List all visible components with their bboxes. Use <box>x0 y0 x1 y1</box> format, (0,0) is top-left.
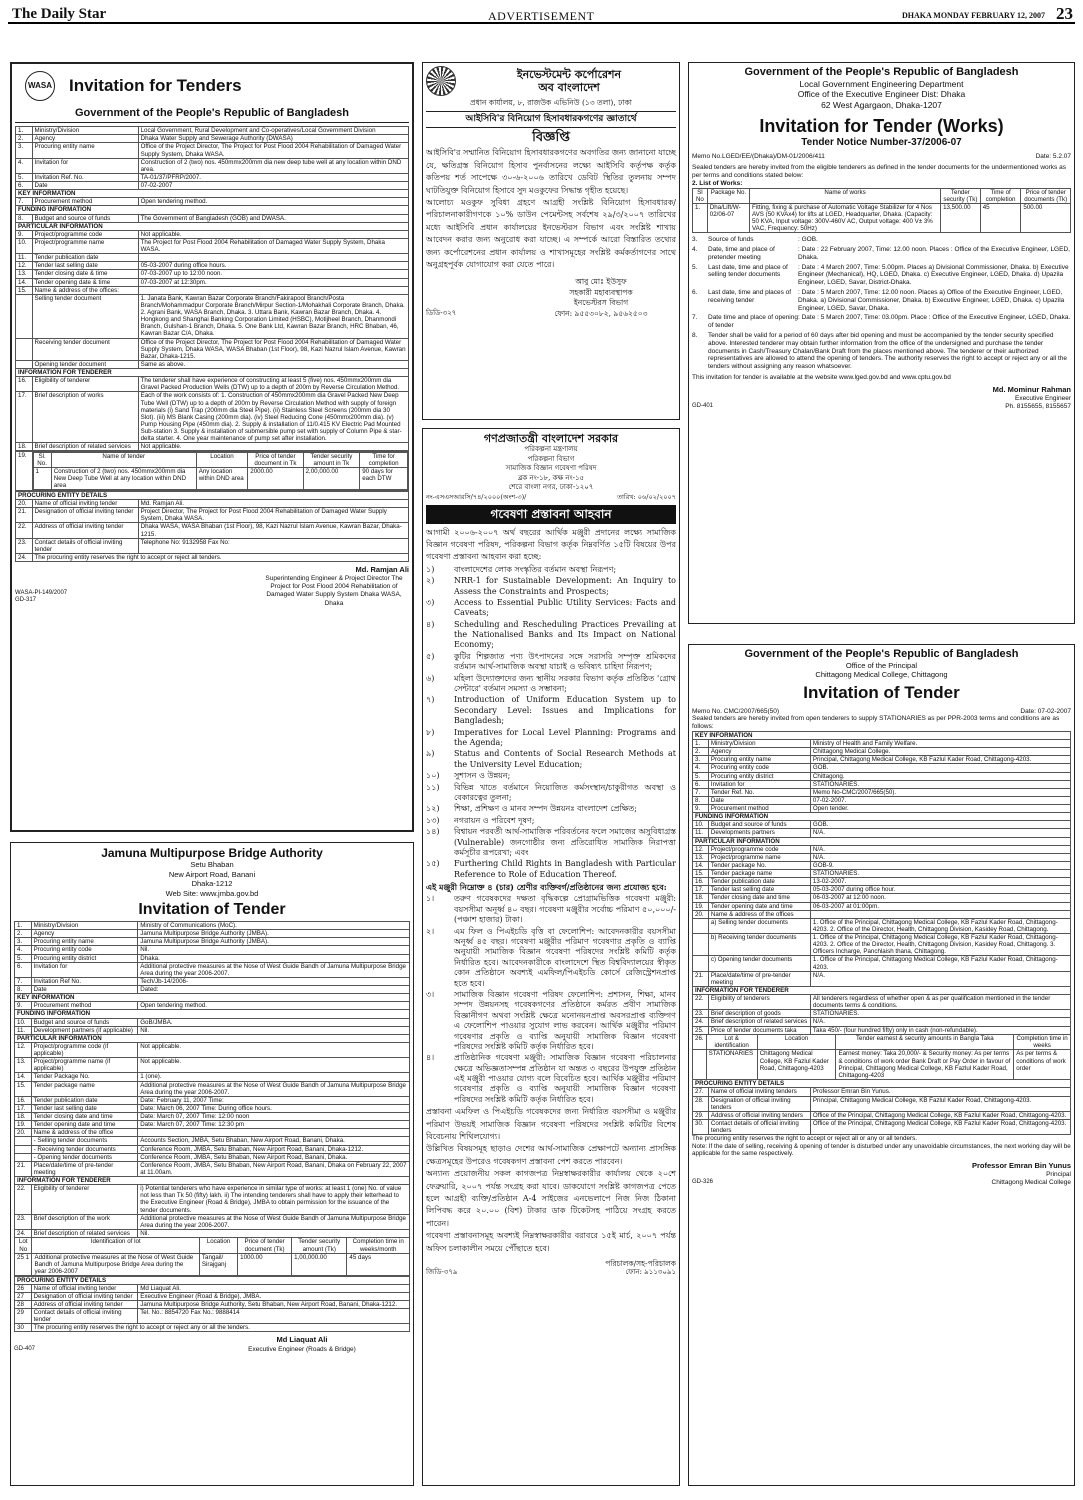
table-row: 11. Development partners (if applicable) Nil. <box>15 1026 410 1034</box>
table-row: KEY INFORMATION <box>693 731 1071 739</box>
table-row: 12. Project/programme code (if applicable) Not applicable. <box>15 1042 410 1057</box>
masthead: The Daily Star <box>12 6 107 22</box>
table-row: 19. Tender opening date and time 06-03-2007 at 01:00pm. <box>693 902 1071 910</box>
ad-ssrc-research-call <box>422 428 680 1486</box>
table-row: PROCURING ENTITY DETAILS <box>15 1276 410 1284</box>
table-row: INFORMATION FOR TENDERER <box>693 986 1071 994</box>
list-item: ১) বাংলাদেশের লোক সংস্কৃতির বর্তমান অবস্থা নিরূপণ; <box>426 564 617 574</box>
ad-cmc-tender <box>688 644 1075 1486</box>
table-row: 17. Tender last selling date 05-03-2007 during office hour. <box>693 886 1071 894</box>
cmc-title: Invitation of Tender <box>803 683 960 703</box>
table-row: a) Selling tender documents 1. Office of the Principal, Chittagong Medical College, KB Fazlul Kader Road, Chittagong-4203. 2. Office of the Director, Health, Chittagong Division, Kasidey Road, Chittagong. <box>693 918 1071 933</box>
cmc-gov: Government of the People's Republic of Bangladesh <box>744 648 1019 660</box>
dwasa-sig-name: Md. Ramjan Ali <box>355 565 409 574</box>
ssrc-title: গণপ্রজাতন্ত্রী বাংলাদেশ সরকার <box>483 432 619 445</box>
page-number: 23 <box>1056 4 1073 23</box>
table-row: 12. Project/programme code N/A. <box>693 845 1071 853</box>
table-row: 27. Name of official inviting tenders Professor Emran Bin Yunus. <box>693 1088 1071 1096</box>
table-row: 3. Procuring entity name Jamuna Multipurpose Bridge Authority (JMBA). <box>15 938 410 946</box>
table-row: 10. Project/programme name The Project for Post Flood 2004 Rehabilitation of Damaged Water Supply System, Dhaka WASA. <box>16 238 409 253</box>
table-row: 1. Dha/Lift/W-02/06-07 Fitting, fixing & purchase of Automatic Voltage Stabilizer for 4 Nos AVS (50 KVAx4) for lifts at LGED, Headquarter, Dhaka. (Capacity: 50 KVA, Input voltage: 300V-460V AC, Output voltage: 400 V± 3% VAC, Frequency: 50Hz) 13,500.00 45 500.00 <box>693 203 1071 233</box>
table-row: 11. Tender publication date <box>16 254 409 262</box>
list-item: ৫) কুটির শিল্পজাত পণ্য উৎপাদনের সঙ্গে সরাসরি সম্পৃক্ত শ্রমিকদের বর্তমান আর্থ-সামাজিক অবস্থা যাচাই ও ভবিষ্যৎ চাহিদা নিরূপণ; <box>426 651 676 672</box>
ad-icb-notice <box>422 62 680 420</box>
table-row: 11. Developments partners N/A. <box>693 829 1071 837</box>
icb-body-1: আইসিবি'র সম্মানিত বিনিয়োগ হিসাবধারকগণের অবগতির জন্য জানানো যাচ্ছে যে, ক্ষতিগ্রস্ত বিনিয়োগ হিসাব পুনর্বাসনের লক্ষ্যে আইসিবি কর্তৃপক্ষ কর্তৃক কতিপয় শর্ত সাপেক্ষে ৩০-৬-২০০৬ তারিখে ডেবিট স্থিতির তুলনায় সম্পদ ঘাটতিযুক্ত বিনিয়োগ হিসাবে সুদ মওকুফের সিদ্ধান্ত গৃহীত হয়েছে। <box>426 148 676 195</box>
ssrc-heading: গবেষণা প্রস্তাবনা আহবান <box>426 505 676 523</box>
table-row: 1. Ministry/Division Local Government, Rural Development and Co-operatives/Local Government Division <box>16 127 409 135</box>
list-item: ১৩) নগরায়ন ও পরিবেশ দূষণ; <box>426 815 535 825</box>
table-row: 17. Tender last selling date Date: March 06, 2007 Time: During office hours. <box>15 1104 410 1112</box>
list-item: ৭) Introduction of Uniform Education System up to Secondary Level: Issues and Implications for Bangladesh; <box>426 695 676 726</box>
table-row: 7. Tender Ref. No. Memo No-CMC/2007/665(50). <box>693 788 1071 796</box>
cmc-office: Office of the Principal Chittagong Medical College, Chittagong <box>815 661 948 680</box>
table-row: 20. Name of official inviting tender Md. Ramjan Ali. <box>16 500 409 508</box>
table-row: 5. Procuring entity district Dhaka. <box>15 954 410 962</box>
table-row: c) Opening tender documents 1. Office of the Principal, Chittagong Medical College, KB Fazlul Kader Road, Chittagong-4203. <box>693 956 1071 971</box>
list-item: ৬) মহিলা উদ্যোক্তাদের জন্য স্থানীয় সরকার বিভাগ কর্তৃক প্রতিষ্ঠিত 'গ্রোথ সেন্টারে' বর্তমান সমস্যা ও সম্ভাবনা; <box>426 673 676 694</box>
table-row: Lot No Identification of lot Location Price of tender document (Tk) Tender security amount (Tk) Completion time in weeks/month <box>15 1238 410 1253</box>
cmc-lot-table <box>692 1034 1071 1080</box>
table-row: 5. Invitation Ref. No. TA-01/37/PFRP/2007. <box>16 173 409 181</box>
table-row: 14. Tender opening date & time 07-03-2007 at 12:30pm. <box>16 278 409 286</box>
table-row: 6. Invitation for STATIONARIES. <box>693 780 1071 788</box>
ssrc-memo-row: নং-এসএসআরসি/৭৪/২০০০(অংশ-৩)/ তারিখ: ০৬/০২/২০০৭ <box>426 493 676 502</box>
table-row: 7. Invitation Ref No. Tech/Jb-14/2006- <box>15 977 410 985</box>
icb-title-2: অব বাংলাদেশ <box>538 81 600 94</box>
list-item: 4. Date, time and place of pretender meeting : Date : 22 February 2007, Time: 12.00 noon. Places : Office of the Executive Engineer, LGED, Dhaka. <box>692 246 1070 261</box>
dwasa-sig-lines: Superintending Engineer & Project Director The Project for Post Flood 2004 Rehabilitation of Damaged Water Supply System Dhaka WASA, Dhaka <box>265 575 403 607</box>
table-row: 27 Designation of official inviting tender Executive Engineer (Road & Bridge), JMBA. <box>15 1292 410 1300</box>
table-row: 28 Address of official inviting tender Jamuna Multipurpose Bridge Authority, Setu Bhaban, New Airport Road, Banani, Dhaka-1212. <box>15 1300 410 1308</box>
table-row: 29. Address of official inviting tenders Office of the Principal, Chittagong Medical College, KB Fazlul Kader Road, Chittagong-4203. <box>693 1111 1071 1119</box>
jmba-ref: GD-407 <box>14 1345 36 1352</box>
lged-notice-no: Tender Notice Number-37/2006-07 <box>801 137 962 149</box>
table-row: 6. Date 07-02-2007 <box>16 182 409 190</box>
list-item: ১। তরুণ গবেষকদের দক্ষতা বৃদ্ধিকল্পে প্রোগ্রামভিত্তিক গবেষণা মঞ্জুরী: বয়সসীমা অনূর্ধ্ব ৪০ বছর। গবেষণা মঞ্জুরীর সর্বোচ্চ পরিমাণ ৫০,০০০/- (পঞ্চাশ হাজার) টাকা। <box>426 894 676 925</box>
ssrc-footer: জিডি-৩৭৯ ফোন: ৯১১৩০৯১ <box>426 1267 676 1276</box>
table-row: 23. Contact details of official inviting tender Telephone No: 9132958 Fax No: <box>16 538 409 553</box>
table-row: 25. Price of tender documents taka Taka 450/- (four hundred fifty) only in cash (non-refundable). <box>693 1026 1071 1034</box>
table-row: 22. Eligibility of tenderers All tenderers regardless of whether open & as per qualification mentioned in the tender documents terms & conditions. <box>693 995 1071 1010</box>
lged-items <box>692 236 1071 371</box>
cmc-table <box>692 731 1071 1035</box>
icb-title-row <box>426 66 676 96</box>
table-row: - Selling tender documents Accounts Section, JMBA, Setu Bhaban, New Airport Road, Banani, Dhaka. <box>15 1137 410 1145</box>
table-row: KEY INFORMATION <box>15 994 410 1002</box>
table-row: 10. Budget and source of funds GOB. <box>693 821 1071 829</box>
table-row: PARTICULAR INFORMATION <box>15 1034 410 1042</box>
table-row: 19. Tender opening date and time Date: March 07, 2007 Time: 12:30 pm <box>15 1121 410 1129</box>
lged-list-title: 2. List of Works: <box>692 179 743 187</box>
table-row: 14. Tender Package No. 1 (one). <box>15 1073 410 1081</box>
table-row: 8. Date 07-02-2007. <box>693 796 1071 804</box>
table-row: 18. Tender closing date and time Date: March 07, 2007 Time: 12:00 noon <box>15 1113 410 1121</box>
table-row: 15. Tender package name STATIONARIES. <box>693 870 1071 878</box>
ssrc-para-2: উল্লিখিত বিষয়সমূহ ছাড়াও দেশের আর্থ-সামাজিক প্রেক্ষাপটে অন্যান্য প্রাসঙ্গিক ক্ষেত্রসমূহের উপরেও গবেষকগণ প্রস্তাবনা পেশ করতে পারবেন। <box>426 1144 676 1166</box>
issue-date: DHAKA MONDAY FEBRUARY 12, 2007 <box>901 11 1045 20</box>
table-row: 1 Construction of 2 (two) nos. 450mmx200mm dia New Deep Tube Well at any location within DND area Any location within DND area 2000.00 2,00,000.00 90 days for each DTW <box>33 468 408 490</box>
list-item: 7. Date time and place of opening of tender : Date : 5 March 2007, Time: 03.00pm. Place : Office of the Executive Engineer, LGED, Dhaka. <box>692 314 1071 330</box>
table-row: 2. Agency Chittagong Medical College. <box>693 748 1071 756</box>
list-item: ২) NRR-1 for Sustainable Development: An Inquiry to Assess the Constraints and Prospects; <box>426 576 676 596</box>
table-row: 16. Eligibility of tenderer The tenderer shall have experience of constructing at least 5 (five) nos. 450mmx200mm dia Gravel Packed Production Wells (DTW) up to a depth of 200m by Reverse Circulation Method. <box>16 377 409 392</box>
jmba-lot-table <box>14 1237 410 1276</box>
jmba-table <box>14 921 410 1238</box>
table-row: 1. Ministry/Division Ministry of Health and Family Welfare. <box>693 740 1071 748</box>
table-row: 21. Place/date/time of pre-tender meeting Conference Room, JMBA, Setu Bhaban, New Airport Road, Banani, Dhaka on February 22, 2007 at 11.00am. <box>15 1161 410 1176</box>
table-row: b) Receiving tender documents 1. Office of the Principal, Chittagong Medical College, KB Fazlul Kader Road, Chittagong-4203. 2. Office of the Director, Health, Chittagong Division, Kasidey Road, Chittagong. 3. Officers Incharge, Panchlaish thana, Chittagong. <box>693 934 1071 956</box>
ssrc-para-4: গবেষণা প্রস্তাবনাসমূহ অবশ্যই নিম্নস্বাক্ষরকারীর বরাবরে ১৫ই মার্চ, ২০০৭ পর্যন্ত অফিস চলাকালীন সময়ে পৌঁছাতে হবে। <box>426 1231 676 1253</box>
table-row: Sl No Package No. Name of works Tender security (Tk) Time of completion Price of tender documents (Tk) <box>693 188 1071 203</box>
list-item: ৪) Scheduling and Rescheduling Practices Prevailing at the Nationalised Banks and Its Impact on National Economy; <box>426 619 676 650</box>
table-row: 4. Invitation for Construction of 2 (two) nos. 450mmx200mm dia new deep tube well at any location within DND area. <box>16 158 409 173</box>
cmc-table-2 <box>692 1079 1071 1135</box>
ssrc-para-1: প্রস্তাবনা এমফিল ও পিএইচডি গবেষকদের জন্য নির্ধারিত বয়সসীমা ও মঞ্জুরীর পরিমাণ উভয়ই সামাজিক বিজ্ঞান গবেষণা পরিষদের সংশ্লিষ্ট কমিটির বিশেষ বিবেচনায় শিথিলযোগ্য। <box>426 1107 676 1142</box>
list-item: ১২) শিক্ষা, প্রশিক্ষণ ও মানব সম্পদ উন্নয়নঃ বাংলাদেশ প্রেক্ষিত; <box>426 804 637 814</box>
list-item: ৪। প্রাতিষ্ঠানিক গবেষণা মঞ্জুরী: সামাজিক বিজ্ঞান গবেষণা পরিচালনার ক্ষেত্রে অভিজ্ঞতাসম্পন্ন প্রতিষ্ঠান যা অন্তত ৩ বছরের উপযুক্ত প্রতিষ্ঠান এই মঞ্জুরী পাওয়ার যোগ্য বলে বিবেচিত হবে। আর্থিক মঞ্জুরীর পরিমাণ গবেষণার প্রকৃতি ও ব্যাপ্তি অনুযায়ী সামাজিক বিজ্ঞান গবেষণা পরিষদের সংশ্লিষ্ট কমিটি কর্তৃক নির্ধারিত হবে। <box>426 1053 676 1104</box>
ssrc-category-list <box>426 894 676 1105</box>
icb-heading: আইসিবি'র বিনিয়োগ হিসাবধারকগণের জ্ঞাতার্থে <box>426 111 676 128</box>
cmc-note-1: The procuring entity reserves the right to accept or reject all or any or all tenders. <box>692 1135 918 1143</box>
table-row: 7. Procurement method Open tendering method. <box>16 198 409 206</box>
jmba-heading: Invitation of Tender <box>138 900 286 918</box>
table-row: 25 1 Additional protective measures at the Nose of West Guide Bandh of Jamuna Multipurpose Bridge Area during the year 2006-2007 Tangail/ Sirajganj 1000.00 1,00,000.00 45 days <box>15 1253 410 1275</box>
ad-dwasa-tender <box>10 62 414 832</box>
list-item: 8. Tender shall be valid for a period of 60 days after bid opening and must be accompanied by the tender security specified above. Interested tenderer may obtain further information from the office of the undersigned and purchase the tender documents in Cash/Treasury Chalan/Bank Draft from the places mentioned above. The tenderer or their authorized representatives are allowed to attend the opening of tenders. The authority reserves the right to accept or reject any or all the tenders without assigning any reason whatsoever. <box>692 332 1068 371</box>
table-row: 3. Procuring entity name Office of the Project Director, The Project for Post Flood 2004 Rehabilitation of Damaged Water Supply System, Dhaka WASA. <box>16 143 409 158</box>
jmba-signature: Md Liaquat Ali Executive Engineer (Roads & Bridge) <box>248 1335 356 1353</box>
table-row: 13. Project/programme name (if applicable) Not applicable. <box>15 1058 410 1073</box>
table-row: 20. Name & address of the office <box>15 1129 410 1137</box>
list-item: ৩। সামাজিক বিজ্ঞান গবেষণা পরিষদ ফেলোশিপ: প্রশাসন, শিক্ষা, মানব সম্পদ উন্নয়নসহ গবেষকগণের প্রতিষ্ঠানে কর্মরত প্রবীণ সামাজিক বিজ্ঞানীগণ অথবা সংশ্লিষ্ট ক্ষেত্রে মনোনয়নপ্রাপ্ত অবসরপ্রাপ্ত ব্যক্তিগণ এ ফেলোশিপ পাওয়ার সুযোগ লাভ করবেন। আর্থিক মঞ্জুরীর পরিমাণ গবেষণার প্রকৃতি ও ব্যাপ্তি অনুযায়ী সামাজিক বিজ্ঞান গবেষণা পরিষদের সংশ্লিষ্ট কমিটি কর্তৃক নির্ধারিত হবে। <box>426 989 676 1051</box>
cmc-memo-row: Memo No. CMC/2007/665(50) Date: 07-02-2007 <box>692 707 1071 715</box>
table-row: 2. Agency Jamuna Multipurpose Bridge Authority (JMBA). <box>15 930 410 938</box>
table-row: 30 The procuring entity reserves the right to accept or reject any or all the tenders. <box>15 1324 410 1332</box>
list-item: ৩) Access to Essential Public Utility Services: Facts and Caveats; <box>426 597 676 618</box>
table-row: 15. Tender package name Additional protective measures at the Nose of West Guide Bandh of Jamuna Multipurpose Bridge Area during the year 2006-2007. <box>15 1081 410 1096</box>
icb-notice-title: বিজ্ঞপ্তি <box>532 129 570 145</box>
dwasa-lot-19: 19. <box>16 451 33 491</box>
table-row: Sl. No. Name of tender Location Price of tender document in Tk Tender security amount in Tk Time for completion <box>33 452 408 467</box>
icb-title-1: ইনভেস্টমেন্ট কর্পোরেশন <box>516 67 622 81</box>
lged-office: Local Government Engineering Department Office of the Executive Engineer Dist: Dhaka 62 West Agargaon, Dhaka-1207 <box>797 79 966 110</box>
table-row: Selling tender document 1. Janata Bank, Kawran Bazar Corporate Branch/Fakirapool Branch/Posta Branch/Mohammadpur Corporate Branch/Mirpur Section-1/Mohakhali Corporate Branch, Dhaka. 2. Agrani Bank, WASA Branch, Dhaka. 3. Uttara Bank, Kawran Bazar Branch, Dhaka. 4. Hongkong and Shanghai Banking Corporation Limited (HSBC), Motijheel Branch, Dhanmondi Branch, Gulshan-1 Branch, Dhaka. 5. One Bank Ltd, Kawran Bazar Branch, HRC Bhaban, 46, Kawran Bazar C/A, Dhaka. <box>16 294 409 338</box>
page-header <box>8 4 1075 24</box>
cmc-note-2: Note: If the date of selling, receiving & opening of tender is disturbed under any unavoidable circumstances, the next working day will be applicable for the same respectively. <box>692 1142 1071 1158</box>
ssrc-signature: পরিচালক/সহ-পরিচালক <box>605 1258 676 1268</box>
table-row: 1. Ministry/Division Ministry of Communications (MoC). <box>15 922 410 930</box>
ssrc-para-3: অন্যান্য প্রয়োজনীয় সকল কাগজপত্র নিম্নস্বাক্ষরকারীর কার্যালয় থেকে ২০শে ফেব্রুয়ারি, ২০০৭ পর্যন্ত সংগ্রহ করা যাবে। ডাকযোগে সংশ্লিষ্ট কাগজপত্র পেতে হলে আগ্রহী ব্যক্তি/প্রতিষ্ঠান A-4 সাইজের এনভেলাপে নিজ নিজ ঠিকানা লিপিবদ্ধ করে ২০.০০ (বিশ) টাকার ডাক টিকেটসহ পাঠিয়ে সংগ্রহ করতে পারেন। <box>426 1169 676 1228</box>
table-row: INFORMATION FOR TENDERER <box>16 369 409 377</box>
table-row: FUNDING INFORMATION <box>16 206 409 214</box>
table-row: 9. Procurement method Open tender. <box>693 805 1071 813</box>
table-row: 13. Tender closing date & time 07-03-2007 up to 12:00 noon. <box>16 270 409 278</box>
cmc-signature: Professor Emran Bin Yunus Principal Chittagong Medical College <box>971 1160 1071 1187</box>
icb-signature: আবু মোঃ ইউসুফ সহকারী মহাব্যবস্থাপক ইনভেস্টরস বিভাগ ফোন: ৯৫৫৩০৮২, ৯৫৬২৫০৩ <box>554 277 648 318</box>
table-row: 22. Eligibility of tenderer i) Potential tenderers who have experience in similar type of works: at least 1 (one) No. of value not less than Tk 50 (fifty) lakh. ii) The intending tenderers shall have to apply their letterhead to the Executive Engineer (Road & Bridge), JMBA to obtain permission for the issuance of the tender documents. <box>15 1185 410 1215</box>
wasa-logo-icon: WASA <box>25 71 55 101</box>
table-row: 5. Procuring entity district Chittagong. <box>693 772 1071 780</box>
table-row: 17. Brief description of works Each of the work consists of: 1. Construction of 450mmx200mm dia Gravel Packed New Deep Tube Well (DTW) up to a depth of 200m by Reverse Circulation Method with supply of foreign materials (i) Sand Trap (200mm dia Steel Pipe). (ii) Stainless Steel Screens (200mm dia 30 Slot). (iii) MS Blank Casing (200mm dia). (iv) Steel Reducing Cone (450mmx200mm dia). (v) Pump Housing Pipe (450mm dia). 2. Supply & installation of 11/0.415 KV Electric Pad Mounted Sub-station 3. Supply & installation of submersible pump set with supply of Column Pipe & star-delta starter. 4. One year maintenance of pump set after installation. <box>16 392 409 443</box>
dwasa-gov: Government of the People's Republic of Bangladesh <box>15 107 409 123</box>
ssrc-intro: আগামী ২০০৬-২০০৭ অর্থ বছরের আর্থিক মঞ্জুরী প্রদানের লক্ষ্যে সামাজিক বিজ্ঞান গবেষণা পরিষদ, পরিকল্পনা বিভাগ কর্তৃক নিম্নবর্ণিত ১৫টি বিষয়ের উপর গবেষণা প্রস্তাবনা আহবান করা হচ্ছে: <box>426 527 676 562</box>
ad-jmba-tender <box>10 842 414 1486</box>
table-row: PARTICULAR INFORMATION <box>693 837 1071 845</box>
table-row: 28. Designation of official inviting tenders Principal, Chittagong Medical College, KB Fazlul Kader Road, Chittagong-4203. <box>693 1096 1071 1111</box>
table-row: 23. Brief description of the work Additional protective measures at the Nose of West Guide Bandh of Jamuna Multipurpose Bridge Area during the year 2006-2007. <box>15 1214 410 1229</box>
lged-ref: GD-401 <box>692 403 714 410</box>
lged-web: This invitation for tender is available at the website www.lged.gov.bd and www.cptu.gov.bd <box>692 374 951 382</box>
table-row: 13. Project/programme name N/A. <box>693 853 1071 861</box>
jmba-table-2 <box>14 1276 410 1333</box>
table-row: INFORMATION FOR TENDERER <box>15 1177 410 1185</box>
table-row: 4. Procuring entity code GOB. <box>693 764 1071 772</box>
table-row: KEY INFORMATION <box>16 190 409 198</box>
table-row: 26. Lot & identification Location Tender earnest & security amounts in Bangla Taka Completion time in weeks <box>693 1035 1071 1050</box>
cmc-ref: GD-326 <box>692 1179 714 1186</box>
ssrc-topic-list <box>426 565 676 880</box>
list-item: ১৪) বিশ্বায়ন পরবর্তী আর্থ-সামাজিক পরিবর্তনের ফলে সমাজের অসুবিধাগ্রস্ত (Vulnerable) জনগোষ্ঠীর জন্য প্রতিরোধিত সামাজিক নিরাপত্তা কর্মসূচীর রূপরেখা; এবং <box>426 827 676 857</box>
dwasa-lot-table <box>15 451 409 492</box>
icb-logo-icon <box>426 66 456 96</box>
table-row: - Opening tender documents Conference Room, JMBA, Setu Bhaban, New Airport Road, Banani, Dhaka. <box>15 1153 410 1161</box>
table-row: 18. Brief description of related services Not applicable. <box>16 443 409 451</box>
table-row: 6. Invitation for Additional protective measures at the Nose of West Guide Bandh of Jamuna Multipurpose Bridge Area during the year 2006-2007. <box>15 962 410 977</box>
lged-memo-row: Memo No.LGED/EE/(Dhaka)/DM-01/2006/411 Date: 5.2.07 <box>692 153 1071 161</box>
table-row: 22. Address of official inviting tender Dhaka WASA, WASA Bhaban (1st Floor), 98, Kazi Nazrul Islam Avenue, Kawran Bazar, Dhaka-1215. <box>16 523 409 538</box>
table-row: Opening tender document Same as above. <box>16 360 409 368</box>
dwasa-ref: WASA-PI-149/2007 GD-317 <box>15 589 68 603</box>
table-row: 14. Tender package No. GOB-9. <box>693 861 1071 869</box>
table-row: 3. Procuring entity name Principal, Chittagong Medical College, KB Fazlul Kader Road, Chittagong-4203. <box>693 756 1071 764</box>
dwasa-title-row <box>15 67 409 103</box>
table-row: 16. Tender publication date Date: February 11, 2007 Time: <box>15 1096 410 1104</box>
dwasa-title: Invitation for Tenders <box>69 75 242 95</box>
jmba-address: Setu Bhaban New Airport Road, Banani Dhaka-1212 Web Site: www.jmba.gov.bd <box>14 860 410 898</box>
table-row: 30. Contact details of official inviting tenders Office of the Principal, Chittagong Medical College, KB Fazlul Kader Road, Chittagong-4203. <box>693 1119 1071 1134</box>
jmba-website: Web Site: www.jmba.gov.bd <box>165 888 259 898</box>
table-row: 15. Name & address of the offices: <box>16 286 409 294</box>
list-item: ১৫) Furthering Child Rights in Bangladesh with Particular Reference to Role of Education Thereof. <box>426 859 676 879</box>
table-row: 20. Name & address of the offices <box>693 910 1071 918</box>
ssrc-address: পরিকল্পনা মন্ত্রণালয় পরিকল্পনা বিভাগ সামাজিক বিজ্ঞান গবেষণা পরিষদ ব্লক নং-১৮, কক্ষ নং-১৫ শেরে বাংলা নগর, ঢাকা-১২০৭ <box>505 445 597 491</box>
table-row: 8. Budget and source of funds The Government of Bangladesh (GOB) and DWASA. <box>16 214 409 222</box>
list-item: ১১) বিভিন্ন খাতে বর্তমানে নিয়োজিত কর্মসংস্থান/চাকুরীগত অবস্থা ও বেকারত্বের তুলনা; <box>426 782 676 802</box>
list-item: 5. Last date, time and place of selling tender documents : Date : 4 March 2007, Time: 5.00pm. Places a) Divisional Commissioner, Dhaka. b) Executive Engineer (Mechanical), HQ, LGED, Dhaka. c) Executive Engineer, LGED, Dhaka. d) Upazila Engineer, LGED, Savar, District-Dhaka. <box>692 263 1069 287</box>
list-item: ৮) Imperatives for Local Level Planning: Programs and the Agenda; <box>426 727 676 747</box>
table-row: 23. Brief description of goods STATIONARIES. <box>693 1010 1071 1018</box>
table-row: 21. Designation of official inviting tender Project Director, The Project for Post Flood 2004 Rehabilitation of Damaged Water Supply System, Dhaka WASA. <box>16 508 409 523</box>
table-row: 4. Procuring entity code Nil. <box>15 946 410 954</box>
table-row: FUNDING INFORMATION <box>693 813 1071 821</box>
lged-title: Invitation for Tender (Works) <box>759 115 1004 136</box>
table-row: 24. The procuring entity reserves the right to accept or reject all tenders. <box>16 553 409 561</box>
lged-intro: Sealed tenders are hereby invited from the eligible tenderers as defined in the tender documents for the undermentioned works as per terms and conditions stated below: <box>692 164 1066 179</box>
lged-gov: Government of the People's Republic of Bangladesh <box>744 66 1019 78</box>
table-row: 24. Brief description of related services Nil. <box>15 1229 410 1237</box>
table-row: Receiving tender document Office of the Project Director, The Project for Post Flood 2004 Rehabilitation of Damaged Water Supply System, Dhaka WASA, WASA Bhaban (1st Floor), 98, Kazi Nazrul Islam Avenue, Kawran Bazar, Dhaka-1215. <box>16 338 409 360</box>
table-row: STATIONARIES Chittagong Medical College, KB Fazlul Kader Road, Chittagong-4203 Earnest money: Taka 20,000/- & Security money: As per terms & conditions of work order Bank Draft or Pay Order in favour of Principal, Chittagong Medical College, KB Fazlul Kader Road, Chittagong-4203 As per terms & conditions of work order <box>693 1050 1071 1080</box>
ad-lged-tender <box>688 62 1075 624</box>
table-row: PROCURING ENTITY DETAILS <box>16 491 409 499</box>
list-item: 3. Source of funds : GOB. <box>692 236 818 244</box>
lged-works-table <box>692 188 1071 234</box>
ssrc-category-heading: এই মঞ্জুরী নিম্নোক্ত ৪ (চার) শ্রেণীর ব্যক্তিবর্গ/প্রতিষ্ঠানের জন্য প্রযোজ্য হবে: <box>426 882 667 893</box>
table-row: PROCURING ENTITY DETAILS <box>693 1080 1071 1088</box>
section-label: ADVERTISEMENT <box>488 9 595 23</box>
table-row: 26 Name of official inviting tender Md Liaquat Ali. <box>15 1284 410 1292</box>
table-row: 12. Tender last selling date 05-03-2007 during office hours. <box>16 262 409 270</box>
table-row: 9. Procurement method Open tendering method. <box>15 1002 410 1010</box>
table-row: FUNDING INFORMATION <box>15 1010 410 1018</box>
table-row: 2. Agency Dhaka Water Supply and Sewerage Authority (DWASA) <box>16 135 409 143</box>
table-row: 29 Contact details of official inviting tender Tel. No.: 8854720 Fax No.: 9888414 <box>15 1309 410 1324</box>
table-row: 10. Budget and source of funds GoB/JMBA. <box>15 1018 410 1026</box>
table-row: - Receiving tender documents Conference Room, JMBA, Setu Bhaban, New Airport Road, Banani, Dhaka-1212. <box>15 1145 410 1153</box>
icb-body-2: আলোচ্য মওকুফ সুবিধা গ্রহণে আগ্রহী সংশ্লিষ্ট বিনিয়োগ হিসাবধারক/পরিচালনাকারীগণকে ১০% ডাউন পেমেন্টসহ সর্বশেষ ২৯/৩/২০০৭ তারিখের মধ্যে আইসিবি প্রধান কার্যালয়ের ইনভেস্টরস বিভাগ এবং সংশ্লিষ্ট শাখায় আবেদন করার জন্য অনুরোধ করা যাচ্ছে। এ সম্পর্কে আরো বিস্তারিত তথ্যের জন্য কর্পোরেশনের প্রধান কার্যালয় ও শাখাসমূহের সংশ্লিষ্ট কর্মকর্তাগণের সাথে অনুগ্রহপূর্বক যোগাযোগ করা যেতে পারে। <box>426 197 676 269</box>
list-item: ১০) সুশাসন ও উন্নয়ন; <box>426 771 511 781</box>
icb-ref: ডিডি-৩২৭ <box>426 309 457 318</box>
jmba-title: Jamuna Multipurpose Bridge Authority <box>101 846 323 860</box>
dwasa-table <box>15 126 409 451</box>
table-row: 18. Tender closing date and time 06-03-2007 at 12:00 noon. <box>693 894 1071 902</box>
list-item: ৯) Status and Contents of Social Research Methods at the University Level Education; <box>426 749 676 769</box>
table-row: 9. Project/programme code Not applicable. <box>16 230 409 238</box>
cmc-intro: Sealed tenders are hereby invited from open tenderers to supply STATIONARIES as per PPR-2003 terms and conditions are as follows: <box>692 715 1060 731</box>
lged-signature: Md. Mominur Rahman Executive Engineer Ph. 8155655, 8155657 <box>992 384 1071 411</box>
icb-address: প্রধান কার্যালয়, ৮, রাজউক এভিনিউ (১৩ তলা), ঢাকা <box>470 98 632 107</box>
table-row: 16. Tender publication date 13-02-2007. <box>693 878 1071 886</box>
list-item: ২। এম ফিল ও পিএইচডি বৃত্তি বা ফেলোশিপ: আবেদনকারীর বয়সসীমা অনূর্ধ্ব ৪৫ বছর। গবেষণা মঞ্জুরীর পরিমাণ গবেষণার প্রকৃতি ও ব্যাপ্তি অনুযায়ী সামাজিক বিজ্ঞান গবেষণা পরিষদের সংশ্লিষ্ট কমিটি কর্তৃক নির্ধারিত হবে। আবেদনকারীকে বাংলাদেশে স্থিত বিশ্ববিদ্যালয়ের স্বীকৃত কোন প্রতিষ্ঠানে অবশ্যই এমফিল/পিএইচডি কোর্সে রেজিস্ট্রেশনপ্রাপ্ত হতে হবে। <box>426 926 676 988</box>
table-row: 24. Brief description of related services N/A. <box>693 1018 1071 1026</box>
table-row: 8. Date Dated: <box>15 986 410 994</box>
list-item: 6. Last date, time and places of receiving tender : Date : 5 March 2007, Time: 12.00 noon. Places a) Office of the Executive Engineer, LGED, Dhaka. a) Divisional Commissioner, Dhaka. b) Executive Engineer, LGED, Dhaka. c) Upazila Engineer, LGED, Savar, Dhaka. <box>692 289 1065 312</box>
table-row: PARTICULAR INFORMATION <box>16 222 409 230</box>
dwasa-table-2 <box>15 491 409 562</box>
table-row: 21. Place/date/time of pre-tender meeting N/A. <box>693 971 1071 986</box>
